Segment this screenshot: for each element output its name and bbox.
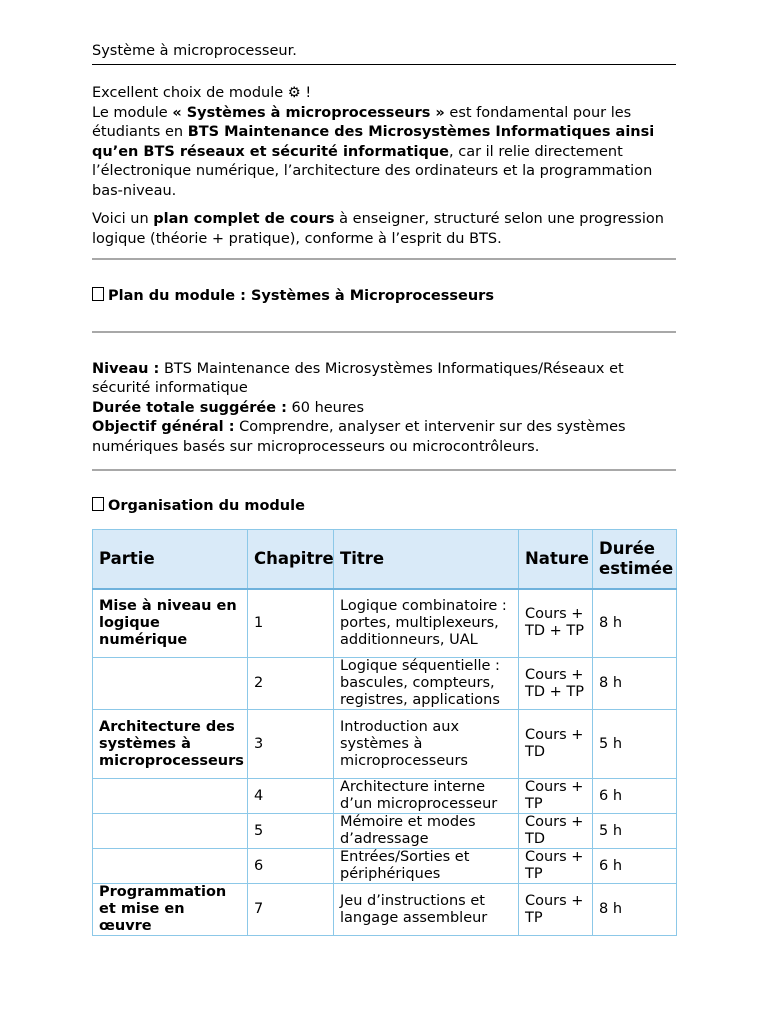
- table-row: [93, 710, 677, 779]
- cell-titre: Logique séquentielle : bascules, compteurs, registres, applications: [334, 658, 519, 710]
- cell-titre: Mémoire et modes d’adressage: [334, 814, 519, 849]
- cell-partie: [93, 849, 248, 884]
- header-nature: Nature: [519, 529, 593, 589]
- intro-line: [92, 84, 676, 104]
- plan-emphasis: plan complet de cours: [153, 211, 335, 227]
- table-row: [93, 658, 677, 710]
- intro-line-text: Excellent choix de module: [92, 85, 284, 101]
- objectif-line: Objectif général : Comprendre, analyser et intervenir sur des systèmes numériques basés sur microprocesseurs ou microcontrôleurs.: [92, 419, 626, 455]
- header-chapitre: Chapitre: [248, 529, 334, 589]
- cell-chapitre: 6: [248, 849, 334, 884]
- cell-titre: Introduction aux systèmes à microprocesseurs: [334, 710, 519, 779]
- header-titre: Titre: [334, 529, 519, 589]
- module-table: [92, 529, 677, 937]
- cell-partie: [93, 814, 248, 849]
- cell-chapitre: 7: [248, 884, 334, 936]
- plan-intro-paragraph: Voici un plan complet de cours à enseigner, structuré selon une progression logique (théorie + pratique), conforme à l’esprit du BTS.: [92, 211, 664, 247]
- cell-duree: 6 h: [593, 779, 677, 814]
- checkbox-icon: [92, 497, 104, 511]
- header-duree: Durée estimée: [593, 529, 677, 589]
- cell-nature: Cours + TD + TP: [519, 658, 593, 710]
- table-header-row: [93, 529, 677, 589]
- cell-duree: 8 h: [593, 589, 677, 658]
- cell-duree: 8 h: [593, 658, 677, 710]
- table-row: [93, 849, 677, 884]
- table-row: [93, 589, 677, 658]
- page-header: Système à microprocesseur.: [92, 42, 676, 65]
- cell-partie: Programmation et mise en œuvre: [93, 884, 248, 936]
- cell-duree: 5 h: [593, 814, 677, 849]
- cell-partie: [93, 779, 248, 814]
- niveau-line: Niveau : BTS Maintenance des Microsystèmes Informatiques/Réseaux et sécurité informatique: [92, 360, 624, 396]
- header-partie: Partie: [93, 529, 248, 589]
- cell-titre: Jeu d’instructions et langage assembleur: [334, 884, 519, 936]
- cell-nature: Cours + TD: [519, 710, 593, 779]
- table-row: [93, 884, 677, 936]
- cell-nature: Cours + TP: [519, 849, 593, 884]
- plan-title: Plan du module : Systèmes à Microprocesseurs: [92, 260, 676, 331]
- cell-duree: 6 h: [593, 849, 677, 884]
- cell-chapitre: 5: [248, 814, 334, 849]
- bts-names: BTS Maintenance des Microsystèmes Informatiques ainsi qu’en BTS réseaux et sécurité informatique: [92, 124, 655, 160]
- cell-chapitre: 3: [248, 710, 334, 779]
- cell-titre: Logique combinatoire : portes, multiplexeurs, additionneurs, UAL: [334, 589, 519, 658]
- cell-nature: Cours + TD + TP: [519, 589, 593, 658]
- cell-titre: Entrées/Sorties et périphériques: [334, 849, 519, 884]
- cell-chapitre: 2: [248, 658, 334, 710]
- cell-partie: Mise à niveau en logique numérique: [93, 589, 248, 658]
- module-info: [92, 333, 676, 470]
- gear-icon: ⚙: [287, 85, 301, 101]
- cell-nature: Cours + TD: [519, 814, 593, 849]
- cell-partie: Architecture des systèmes à microprocesseurs: [93, 710, 248, 779]
- duree-line: Durée totale suggérée : 60 heures: [92, 399, 364, 416]
- document-body: [92, 84, 676, 936]
- cell-chapitre: 4: [248, 779, 334, 814]
- cell-duree: 8 h: [593, 884, 677, 936]
- checkbox-icon: [92, 287, 104, 301]
- cell-partie: [93, 658, 248, 710]
- intro-line-end: !: [300, 85, 312, 101]
- cell-nature: Cours + TP: [519, 884, 593, 936]
- module-name: « Systèmes à microprocesseurs »: [172, 104, 445, 121]
- table-row: [93, 779, 677, 814]
- cell-chapitre: 1: [248, 589, 334, 658]
- organisation-title: Organisation du module: [92, 471, 676, 529]
- cell-titre: Architecture interne d’un microprocesseur: [334, 779, 519, 814]
- intro-paragraph: Le module « Systèmes à microprocesseurs » est fondamental pour les étudiants en BTS Maintenance des Microsystèmes Informatiques ainsi qu’en BTS réseaux et sécurité informatique, car il relie directement l’électronique numérique, l’architecture des ordinateurs et la programmation bas-niveau.: [92, 104, 655, 199]
- table-row: [93, 814, 677, 849]
- cell-nature: Cours + TP: [519, 779, 593, 814]
- cell-duree: 5 h: [593, 710, 677, 779]
